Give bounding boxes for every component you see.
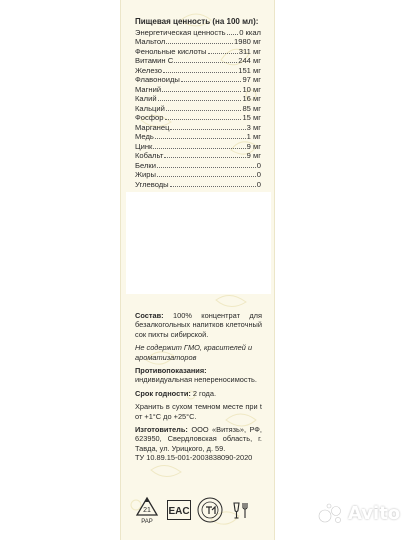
composition-label: Состав:	[135, 311, 164, 320]
dot-leader	[227, 34, 239, 35]
nutrient-value: 85 мг	[242, 103, 261, 113]
nutrition-row	[135, 161, 261, 171]
nutrient-name: Железо	[135, 65, 162, 75]
eac-icon	[167, 500, 191, 520]
recycle-icon	[135, 496, 159, 524]
nutrition-row	[135, 66, 261, 76]
nutrient-value: 151 мг	[238, 65, 261, 75]
nutrition-row	[135, 47, 261, 57]
nutrient-name: Белки	[135, 160, 156, 170]
product-info	[135, 311, 262, 467]
nutrition-row	[135, 151, 261, 161]
nutrient-value: 1 мг	[246, 132, 261, 141]
nutrition-row	[135, 28, 261, 38]
nutrient-value: 16 мг	[242, 94, 261, 103]
nutrient-value: 311 мг	[238, 46, 261, 56]
nutrition-row	[135, 56, 261, 66]
nutrient-name: Углеводы	[135, 179, 169, 189]
dot-leader	[165, 119, 242, 120]
dot-leader	[162, 91, 241, 92]
certification-marks	[135, 496, 263, 526]
shelf-life-text: 2 года.	[192, 388, 217, 398]
composition	[135, 311, 262, 339]
avito-logo-icon	[318, 502, 344, 524]
nutrient-value: 0 ккал	[239, 27, 261, 37]
storage-conditions: Хранить в сухом темном месте при t от +1°С до +25°С.	[135, 402, 262, 421]
dot-leader	[163, 72, 237, 73]
nutrient-value: 0	[256, 170, 261, 179]
nutrient-name: Мальтол	[135, 37, 166, 46]
product-label	[120, 0, 275, 540]
dot-leader	[166, 43, 233, 44]
nutrition-row	[135, 123, 261, 133]
nutrition-title: Пищевая ценность (на 100 мл):	[135, 17, 259, 26]
nutrient-name: Кобальт	[135, 151, 164, 160]
dot-leader	[181, 81, 242, 82]
manufacturer-label: Изготовитель:	[135, 425, 188, 435]
avito-watermark	[318, 502, 400, 524]
nutrition-row	[135, 113, 261, 123]
tu-code: ТУ 10.89.15-001-2003838090-2020	[135, 453, 253, 463]
nutrition-row	[135, 170, 261, 180]
nutrient-value: 15 мг	[242, 113, 261, 122]
blank-label-area	[126, 192, 271, 294]
dot-leader	[174, 62, 237, 63]
recycle-number: 21	[143, 507, 151, 514]
nutrient-name: Жиры	[135, 170, 156, 179]
nutrient-value: 9 мг	[246, 141, 261, 151]
nutrient-value: 3 мг	[246, 122, 261, 132]
recycle-code: PAP	[141, 519, 153, 524]
dot-leader	[164, 157, 245, 158]
nutrient-name: Марганец	[135, 122, 170, 132]
certification-seal-icon	[197, 497, 223, 523]
contraindications-label: Противопоказания:	[135, 366, 207, 376]
manufacturer-text: ООО «Витязь», РФ, 623950, Свердловская область, г. Тавда, ул. Урицкого, д. 59.	[135, 425, 262, 453]
shelf-life-label: Срок годности:	[135, 388, 191, 398]
nutrient-name: Магний	[135, 84, 162, 94]
nutrient-value: 244 мг	[238, 56, 261, 65]
nutrition-row	[135, 142, 261, 152]
contraindications-text: индивидуальная непереносимость.	[135, 375, 257, 385]
dot-leader	[158, 100, 242, 101]
nutrient-name: Фосфор	[135, 113, 164, 122]
dot-leader	[155, 138, 246, 139]
dot-leader	[157, 167, 256, 168]
nutrition-facts	[135, 17, 261, 189]
avito-watermark-text: Avito	[348, 502, 401, 524]
nutrition-row	[135, 180, 261, 190]
nutrient-name: Кальций	[135, 103, 165, 113]
nutrient-name: Энергетическая ценность	[135, 27, 226, 37]
shelf-life	[135, 389, 262, 398]
nutrition-row	[135, 85, 261, 95]
composition-text: 100% концентрат для безалкогольных напитков клеточный сок пихты сибирской.	[135, 311, 262, 339]
nutrient-name: Медь	[135, 132, 154, 141]
nutrition-row	[135, 132, 261, 142]
nutrition-rows	[135, 28, 261, 190]
manufacturer	[135, 425, 262, 453]
glass-fork-icon	[229, 500, 251, 522]
nutrition-row	[135, 94, 261, 104]
dot-leader	[170, 186, 256, 187]
nutrition-row	[135, 104, 261, 114]
dot-leader	[166, 110, 242, 111]
nutrient-value: 10 мг	[242, 84, 261, 94]
nutrient-name: Фенольные кислоты	[135, 46, 207, 56]
dot-leader	[170, 129, 245, 130]
nutrient-value: 0	[256, 160, 261, 170]
nutrition-row	[135, 37, 261, 47]
dot-leader	[157, 176, 256, 177]
nutrient-value: 9 мг	[246, 151, 261, 160]
eac-text: EAC	[168, 506, 190, 517]
nutrient-value: 97 мг	[242, 75, 261, 84]
dot-leader	[208, 53, 238, 54]
contraindications	[135, 366, 262, 385]
nutrient-value: 0	[256, 179, 261, 189]
no-gmo-note: Не содержит ГМО, красителей и ароматизаторов	[135, 343, 253, 362]
nutrient-name: Витамин С	[135, 56, 174, 65]
nutrient-name: Калий	[135, 94, 157, 103]
nutrient-name: Флавоноиды	[135, 75, 180, 84]
nutrient-value: 1980 мг	[234, 37, 261, 46]
nutrient-name: Цинк	[135, 141, 153, 151]
nutrition-row	[135, 75, 261, 85]
dot-leader	[153, 148, 245, 149]
